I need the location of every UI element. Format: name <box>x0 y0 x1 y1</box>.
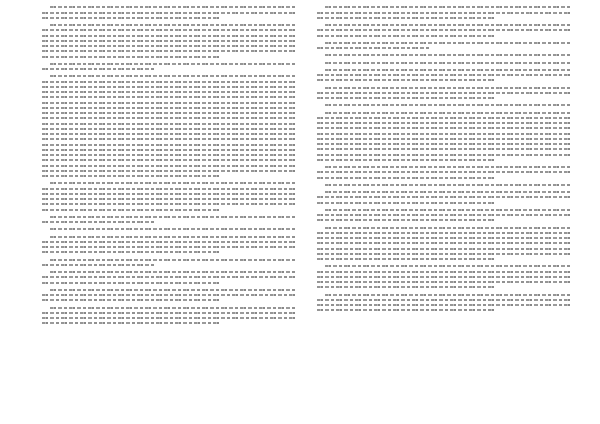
paragraph <box>317 41 571 52</box>
text-line <box>317 16 495 21</box>
paragraph <box>42 23 296 60</box>
paragraph <box>317 5 571 21</box>
text-line <box>42 280 220 285</box>
text-line <box>50 227 296 232</box>
paragraph <box>42 5 296 21</box>
text-line <box>42 321 220 326</box>
paragraph <box>317 110 571 163</box>
text-line <box>42 298 220 303</box>
text-line <box>42 263 156 268</box>
paragraph <box>317 23 571 39</box>
paragraph <box>317 103 571 108</box>
paragraph <box>317 60 571 65</box>
text-line <box>317 257 495 262</box>
paragraph <box>42 74 296 179</box>
text-line <box>42 16 220 21</box>
paragraph <box>42 305 296 326</box>
text-line <box>317 33 495 38</box>
paragraph <box>317 208 571 224</box>
paragraph <box>42 227 296 232</box>
paragraph <box>42 257 296 268</box>
paragraph <box>317 68 571 84</box>
text-line <box>317 200 495 205</box>
text-line <box>317 158 495 163</box>
text-line <box>42 250 220 255</box>
left-text-column <box>42 5 296 328</box>
text-line <box>325 60 571 65</box>
text-line <box>317 175 495 180</box>
paragraph <box>317 292 571 313</box>
text-line <box>42 67 156 72</box>
paragraph <box>42 62 296 73</box>
text-line <box>325 183 571 188</box>
text-line <box>317 285 495 290</box>
right-text-column <box>317 5 571 315</box>
paragraph <box>317 53 571 58</box>
paragraph <box>42 288 296 304</box>
paragraph <box>317 183 571 188</box>
text-line <box>325 103 571 108</box>
text-line <box>42 174 220 179</box>
text-line <box>317 308 495 313</box>
paragraph <box>317 264 571 290</box>
paragraph <box>317 225 571 262</box>
paragraph <box>317 165 571 181</box>
paragraph <box>42 215 296 226</box>
paragraph <box>317 85 571 101</box>
paragraph <box>42 270 296 286</box>
paragraph <box>42 181 296 213</box>
text-line <box>317 218 495 223</box>
text-line <box>42 54 220 59</box>
text-line <box>325 53 571 58</box>
paragraph <box>317 190 571 206</box>
text-line <box>317 46 431 51</box>
text-line <box>42 220 156 225</box>
text-line <box>317 96 495 101</box>
text-line <box>317 78 495 83</box>
paragraph <box>42 234 296 255</box>
text-line <box>42 207 220 212</box>
